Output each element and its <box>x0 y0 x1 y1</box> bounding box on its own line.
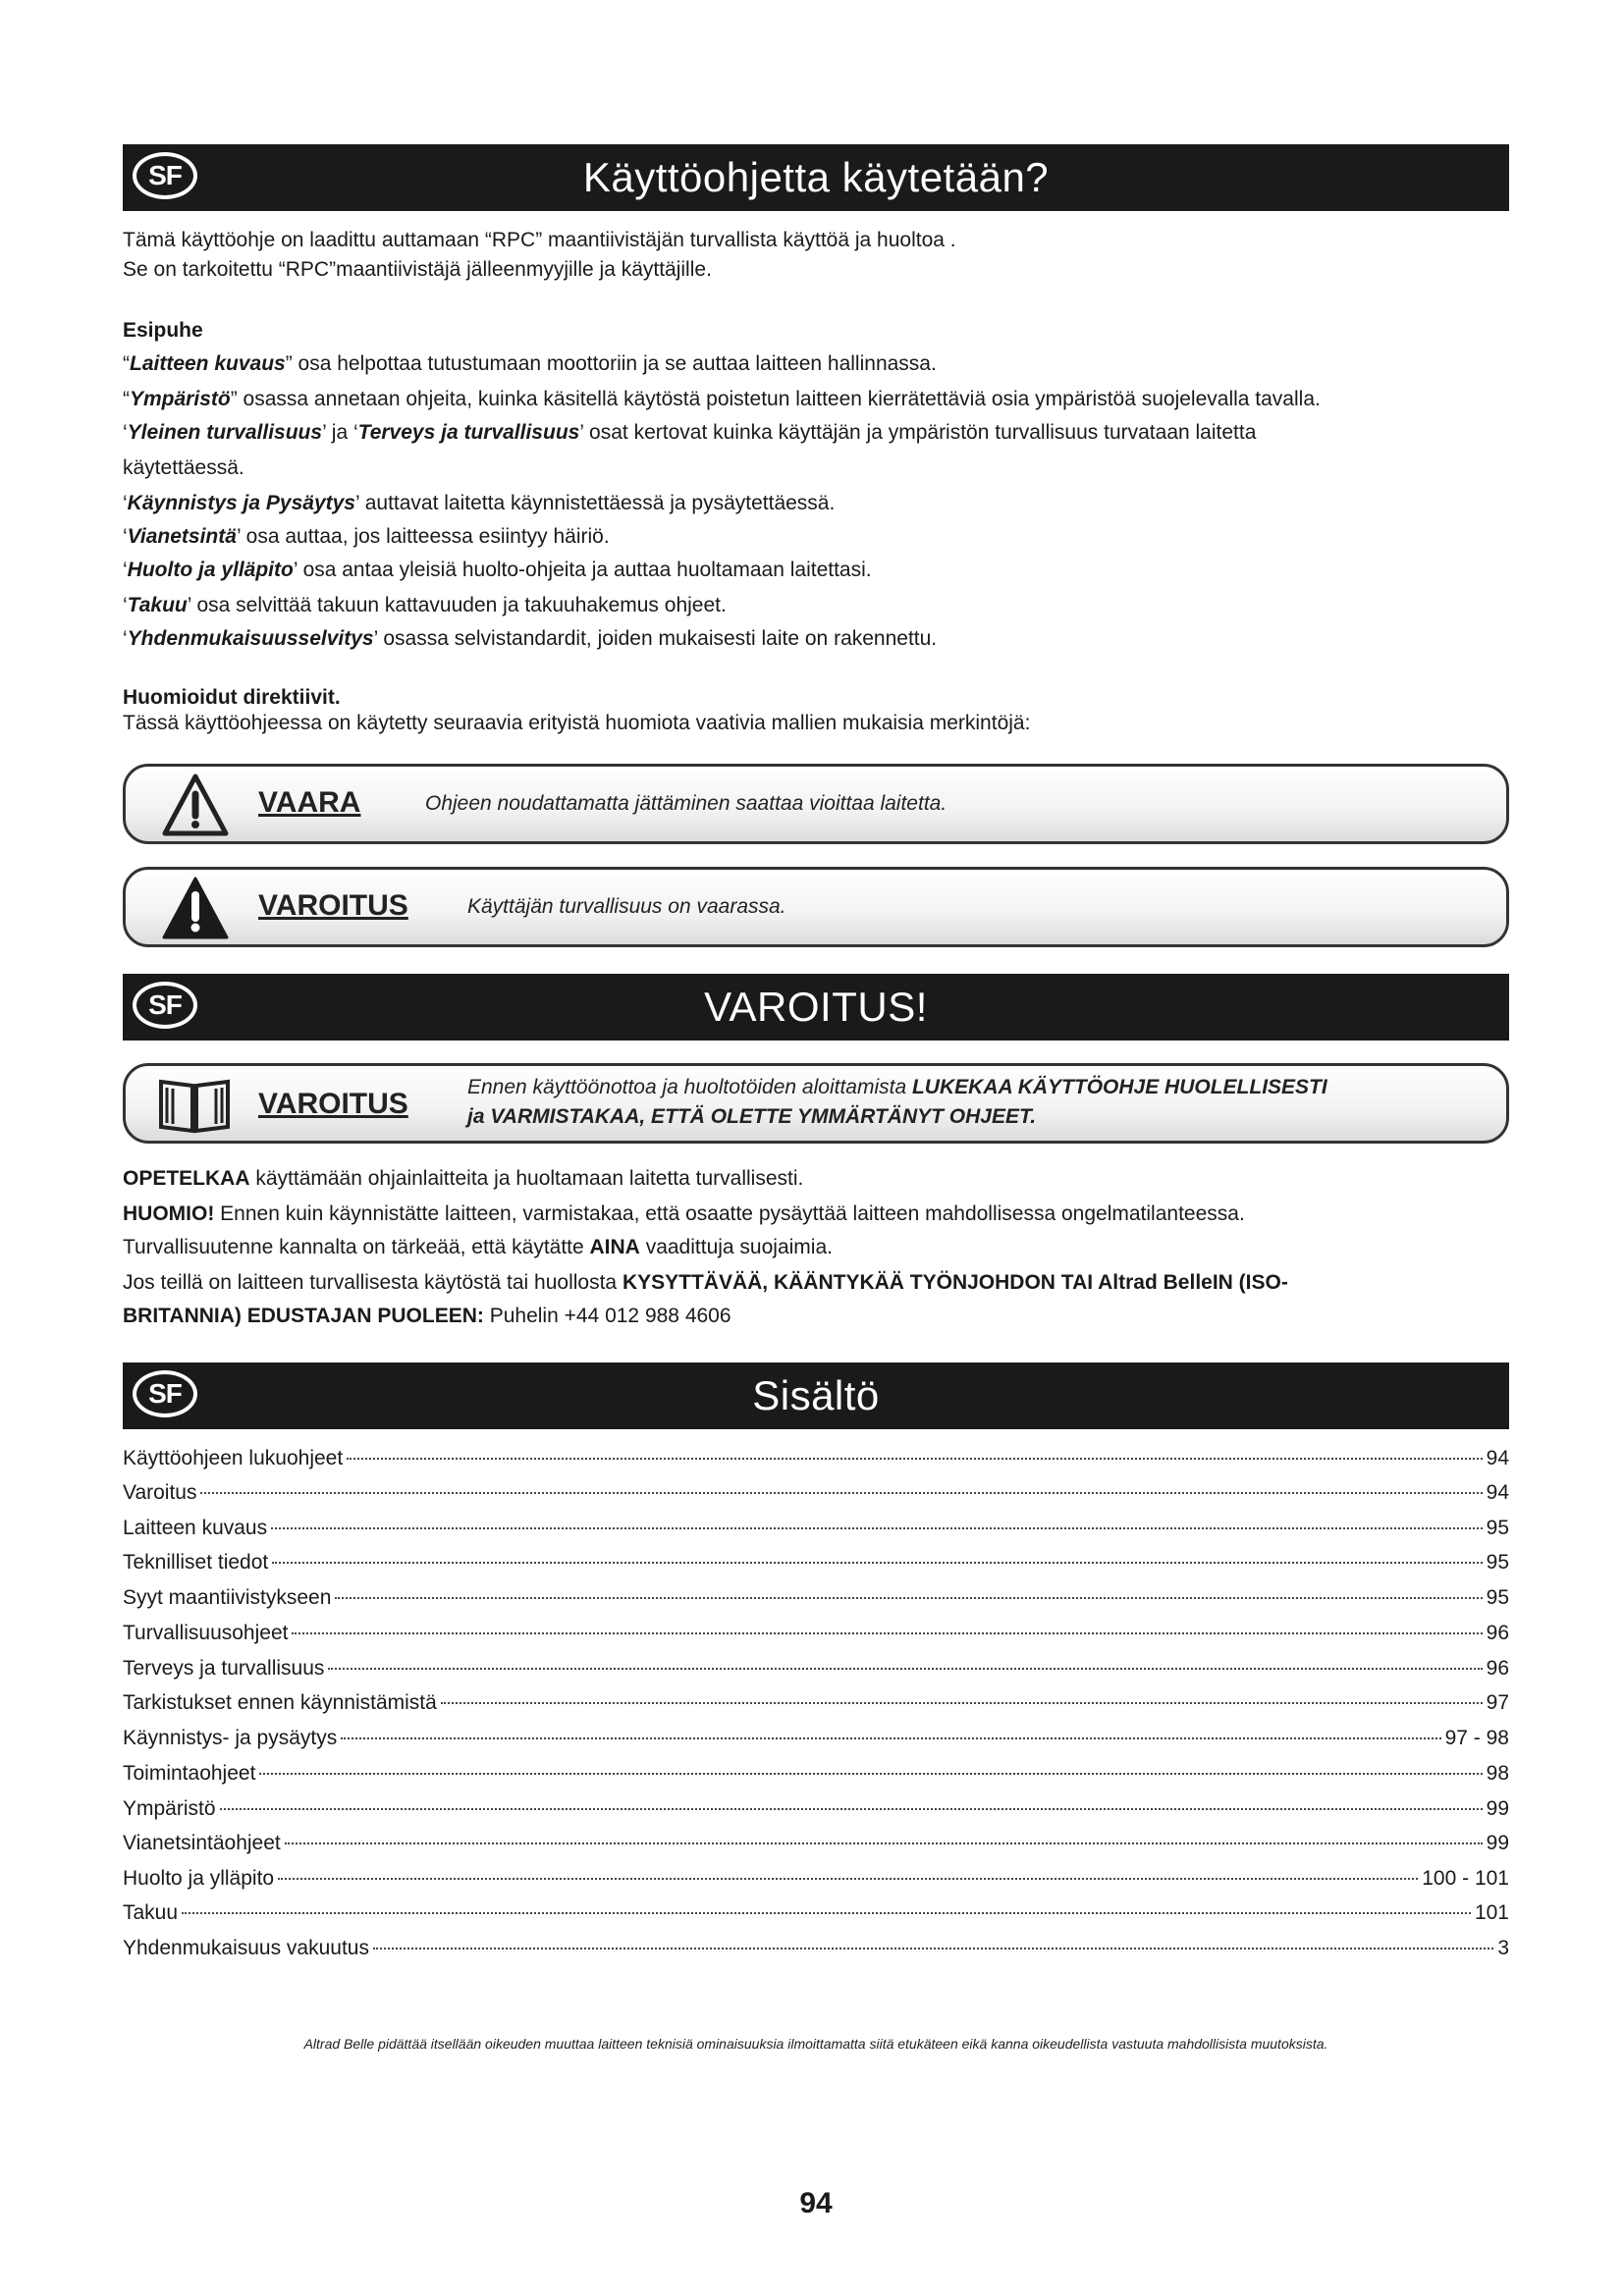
page-number: 94 <box>799 2187 833 2219</box>
preface-item: “Ympäristö” osassa annetaan ohjeita, kuinka käsitellä käytöstä poistetun laitteen kierrätettäviä osia ympäristöä suojelevalla tavalla. <box>123 388 1321 410</box>
safety-paragraph: Jos teillä on laitteen turvallisesta käytöstä tai huollosta KYSYTTÄVÄÄ, KÄÄNTYKÄÄ TYÖNJOHDON TAI Altrad BelleIN (ISO- <box>123 1271 1288 1294</box>
toc-entry[interactable]: Tarkistukset ennen käynnistämistä 97 <box>123 1691 1509 1714</box>
safety-paragraph: BRITANNIA) EDUSTAJAN PUOLEEN: Puhelin +44 012 988 4606 <box>123 1305 731 1327</box>
warning-description: Käyttäjän turvallisuus on vaarassa. <box>467 895 786 918</box>
preface-item: ‘Yhdenmukaisuusselvitys’ osassa selvistandardit, joiden mukaisesti laite on rakennettu. <box>123 627 938 650</box>
section-title: Käyttöohjetta käytetään? <box>582 154 1050 200</box>
preface-item: ‘Vianetsintä’ osa auttaa, jos laitteessa esiintyy häiriö. <box>123 525 610 548</box>
warning-box-read-manual <box>123 1063 1509 1144</box>
toc-entry[interactable]: Ympäristö 99 <box>123 1797 1509 1820</box>
toc-entry[interactable]: Käynnistys- ja pysäytys 97 - 98 <box>123 1727 1509 1749</box>
warning-triangle-outline-icon <box>161 773 230 837</box>
toc-entry[interactable]: Teknilliset tiedot 95 <box>123 1551 1509 1574</box>
toc-entry[interactable]: Varoitus 94 <box>123 1481 1509 1504</box>
warning-label: VAROITUS <box>258 889 408 922</box>
warning-label: VAROITUS <box>258 1088 408 1120</box>
toc-entry[interactable]: Turvallisuusohjeet 96 <box>123 1622 1509 1644</box>
warning-description-line-2: ja VARMISTAKAA, ETTÄ OLETTE YMMÄRTÄNYT OHJEET. <box>467 1105 1037 1128</box>
preface-item: käytettäessä. <box>123 456 244 479</box>
directives-text: Tässä käyttöohjeessa on käytetty seuraavia erityistä huomiota vaativia mallien mukaisia merkintöjä: <box>123 712 1031 734</box>
toc-entry[interactable]: Toimintaohjeet 98 <box>123 1762 1509 1785</box>
preface-item: ‘Käynnistys ja Pysäytys’ auttavat laitetta käynnistettäessä ja pysäytettäessä. <box>123 492 836 514</box>
disclaimer-footnote: Altrad Belle pidättää itsellään oikeuden muuttaa laitteen teknisiä ominaisuuksia ilmoittamatta siitä etukäteen eikä kanna oikeudellista vastuuta mahdollisista muutoksista. <box>303 2036 1328 2052</box>
sf-badge: SF <box>133 1370 197 1417</box>
toc-entry[interactable]: Laitteen kuvaus 95 <box>123 1517 1509 1539</box>
toc-entry[interactable]: Käyttöohjeen lukuohjeet 94 <box>123 1447 1509 1469</box>
section-header-contents <box>123 1362 1509 1429</box>
sf-badge: SF <box>133 982 197 1029</box>
preface-item: ‘Huolto ja ylläpito’ osa antaa yleisiä huolto-ohjeita ja auttaa huoltamaan laitettasi. <box>123 559 872 581</box>
warning-box-varoitus <box>123 867 1509 947</box>
toc-entry[interactable]: Terveys ja turvallisuus 96 <box>123 1657 1509 1680</box>
toc-entry[interactable]: Takuu 101 <box>123 1901 1509 1924</box>
safety-paragraph: OPETELKAA käyttämään ohjainlaitteita ja huoltamaan laitetta turvallisesti. <box>123 1167 804 1190</box>
preface-item: ‘Yleinen turvallisuus’ ja ‘Terveys ja turvallisuus’ osat kertovat kuinka käyttäjän ja ympäristön turvallisuus turvataan laitetta <box>123 421 1257 444</box>
open-book-icon <box>155 1072 234 1137</box>
section-title: VAROITUS! <box>704 984 928 1030</box>
preface-item: “Laitteen kuvaus” osa helpottaa tutustumaan moottoriin ja se auttaa laitteen hallinnassa. <box>123 352 937 375</box>
sf-badge: SF <box>133 152 197 199</box>
warning-description-line-1: Ennen käyttöönottoa ja huoltotöiden aloittamista LUKEKAA KÄYTTÖOHJE HUOLELLISESTI <box>467 1076 1327 1098</box>
warning-triangle-filled-icon <box>161 876 230 940</box>
section-title: Sisältö <box>752 1372 880 1418</box>
warning-description: Ohjeen noudattamatta jättäminen saattaa vioittaa laitetta. <box>425 792 947 815</box>
warning-box-vaara <box>123 764 1509 844</box>
warning-label: VAARA <box>258 786 361 819</box>
toc-entry[interactable]: Yhdenmukaisuus vakuutus 3 <box>123 1937 1509 1959</box>
section-header-warning <box>123 974 1509 1041</box>
safety-paragraph: HUOMIO! Ennen kuin käynnistätte laitteen, varmistakaa, että osaatte pysäyttää laitteen mahdollisessa ongelmatilanteessa. <box>123 1202 1245 1225</box>
toc-entry[interactable]: Syyt maantiivistykseen 95 <box>123 1586 1509 1609</box>
toc-entry[interactable]: Vianetsintäohjeet 99 <box>123 1832 1509 1854</box>
intro-line-2: Se on tarkoitettu “RPC”maantiivistäjä jälleenmyyjille ja käyttäjille. <box>123 258 712 281</box>
directives-heading: Huomioidut direktiivit. <box>123 686 341 709</box>
section-header-intro <box>123 144 1509 211</box>
toc-entry[interactable]: Huolto ja ylläpito 100 - 101 <box>123 1867 1509 1890</box>
preface-item: ‘Takuu’ osa selvittää takuun kattavuuden ja takuuhakemus ohjeet. <box>123 594 727 616</box>
safety-paragraph: Turvallisuutenne kannalta on tärkeää, että käytätte AINA vaadittuja suojaimia. <box>123 1236 833 1258</box>
preface-heading: Esipuhe <box>123 319 203 342</box>
intro-line-1: Tämä käyttöohje on laadittu auttamaan “RPC” maantiivistäjän turvallista käyttöä ja huoltoa . <box>123 229 956 251</box>
